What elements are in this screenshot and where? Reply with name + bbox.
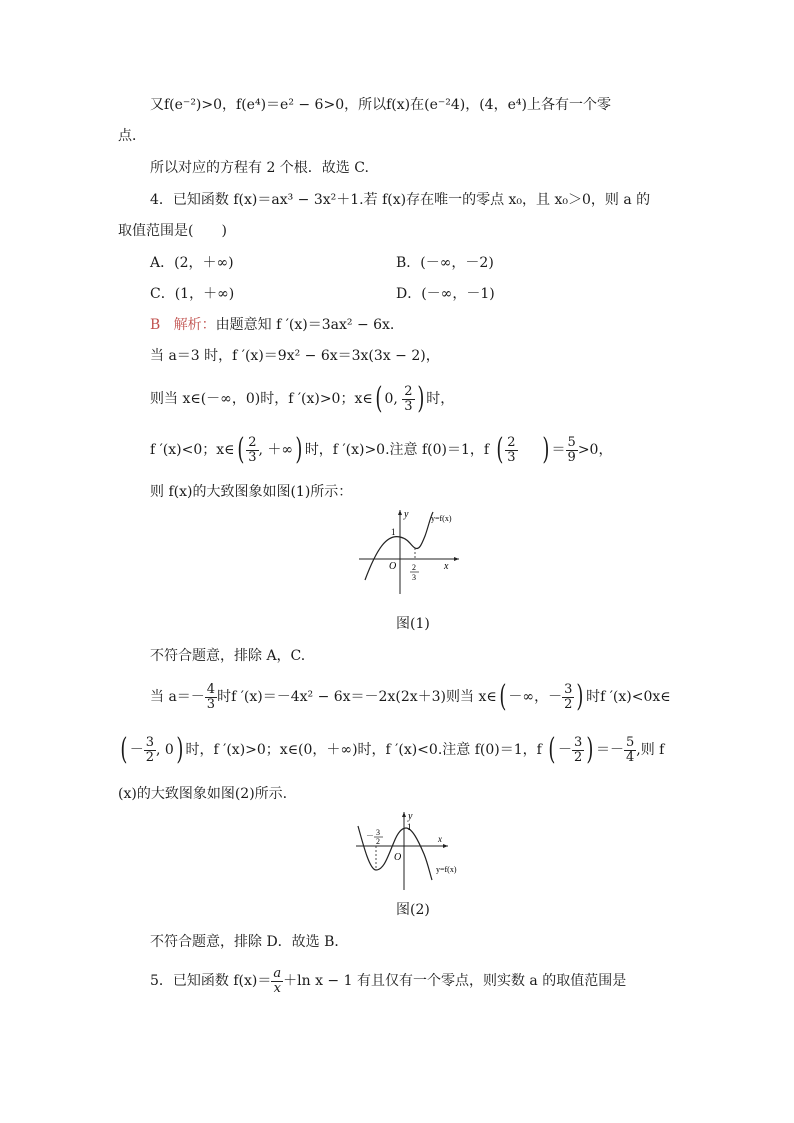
- solution-text: 0,: [384, 391, 398, 407]
- paragraph-line: 又f(e⁻²)>0，f(e⁴)＝e² − 6>0，所以f(x)在(e⁻²4)，(4，e⁴)上各有一个零: [150, 97, 611, 113]
- fraction: [572, 736, 584, 765]
- fraction: [402, 385, 414, 414]
- solution-text: 时，: [426, 391, 455, 407]
- right-paren: ): [586, 732, 594, 767]
- fraction-numerator: 2: [248, 434, 257, 450]
- solution-text: 时f ′(x)<0x∈: [586, 689, 671, 705]
- fraction-denominator: 2: [574, 749, 583, 765]
- figure-2-caption: 图(2): [396, 902, 430, 918]
- solution-text: , 0: [156, 742, 174, 758]
- fraction-numerator: 2: [507, 434, 516, 450]
- y-label: y: [408, 811, 413, 822]
- fraction-numerator: 2: [404, 383, 413, 399]
- solution-text: 时f ′(x)＝－4x² − 6x＝－2x(2x＋3)则当 x∈: [217, 689, 497, 705]
- solution-text: －: [558, 742, 572, 758]
- right-paren: ): [576, 679, 584, 714]
- left-paren: (: [236, 432, 244, 467]
- option-b: B．(－∞，－2): [396, 255, 494, 271]
- right-paren: ): [542, 432, 550, 467]
- function-label: y=f(x): [431, 514, 452, 523]
- solution-text: 当 a＝－: [150, 689, 205, 705]
- question-text: ＋ln x − 1 有且仅有一个零点，则实数 a 的取值范围是: [283, 973, 627, 989]
- answer-letter: B: [150, 317, 161, 333]
- fraction-numerator: 3: [564, 681, 573, 697]
- one-label: 1: [391, 527, 396, 537]
- solution-line: 不符合题意，排除 D．故选 B．: [150, 934, 349, 950]
- right-paren: ): [295, 432, 303, 467]
- solution-text: ＝－: [596, 742, 624, 758]
- tick-numerator: 2: [412, 563, 416, 572]
- question-4-stem-cont: 取值范围是( ): [118, 223, 227, 239]
- option-c: C．(1，＋∞): [150, 286, 235, 302]
- fraction-numerator: 4: [206, 681, 216, 697]
- fraction-denominator: x: [273, 980, 281, 996]
- right-paren: ): [416, 381, 424, 416]
- solution-text: －: [129, 742, 144, 758]
- x-label: x: [444, 561, 449, 572]
- fraction-numerator: 5: [626, 734, 635, 750]
- solution-text: 则当 x∈(－∞，0)时，f ′(x)>0；x∈: [150, 391, 373, 407]
- solution-text: －∞，－: [508, 689, 563, 705]
- analysis-label: 解析：: [173, 317, 216, 333]
- paragraph-line: 点．: [118, 128, 146, 144]
- question-text: 5．已知函数 f(x)＝: [150, 973, 272, 989]
- y-axis-arrow: [398, 510, 402, 515]
- solution-line: 不符合题意，排除 A，C.: [150, 648, 306, 664]
- curve: [365, 512, 433, 580]
- x-label: x: [438, 834, 442, 844]
- fraction-denominator: 2: [564, 696, 573, 712]
- figure-1-caption: 图(1): [396, 616, 430, 632]
- origin-label: O: [389, 561, 397, 572]
- solution-line: 当 a＝3 时，f ′(x)＝9x² − 6x＝3x(3x − 2)，: [150, 348, 440, 364]
- fraction: [624, 736, 636, 765]
- tick-minus: －: [366, 831, 374, 840]
- fraction: [271, 967, 283, 996]
- one-label: 1: [407, 822, 412, 832]
- fraction: [205, 683, 217, 712]
- tick-numerator: 3: [376, 828, 380, 837]
- solution-text: 时，f ′(x)>0.注意 f(0)＝1，f: [304, 442, 490, 458]
- fraction-numerator: 5: [567, 434, 576, 450]
- solution-line: [150, 433, 612, 467]
- solution-text: f ′(x)<0；x∈: [150, 442, 235, 458]
- solution-text: ＝: [551, 442, 566, 458]
- y-axis-arrow: [402, 812, 406, 817]
- question-5-stem: [150, 964, 626, 998]
- solution-line: [150, 382, 454, 416]
- solution-text: ,则 f: [636, 742, 665, 758]
- solution-line: [150, 680, 671, 714]
- figure-2-graph: [352, 808, 476, 892]
- right-paren: ): [176, 732, 184, 767]
- fraction-numerator: a: [273, 965, 282, 981]
- fraction: [505, 436, 517, 465]
- left-paren: (: [548, 732, 556, 767]
- tick-denominator: 2: [376, 837, 380, 846]
- solution-text: , ＋∞: [258, 442, 294, 458]
- left-paren: (: [495, 432, 503, 467]
- fraction-numerator: 3: [145, 734, 154, 750]
- origin-label: O: [394, 852, 402, 863]
- x-axis-arrow: [443, 844, 448, 848]
- fraction-numerator: 3: [574, 734, 583, 750]
- x-axis-arrow: [454, 557, 459, 561]
- fraction-denominator: 3: [507, 449, 516, 465]
- solution-text: >0，: [577, 442, 613, 458]
- fraction-denominator: 9: [567, 449, 576, 465]
- option-d: D．(－∞，－1): [396, 286, 495, 302]
- solution-line: [118, 733, 664, 767]
- fraction: [144, 736, 156, 765]
- fraction-denominator: 2: [145, 749, 154, 765]
- y-label: y: [404, 509, 409, 520]
- fraction: [562, 683, 574, 712]
- solution-text: 时，f ′(x)>0；x∈(0，＋∞)时，f ′(x)<0.注意 f(0)＝1，f: [185, 742, 542, 758]
- fraction: [566, 436, 578, 465]
- left-paren: (: [375, 381, 383, 416]
- fraction-denominator: 4: [626, 749, 635, 765]
- solution-line: (x)的大致图象如图(2)所示.: [118, 786, 288, 802]
- fraction-denominator: 3: [248, 449, 257, 465]
- figure-1-graph: [355, 506, 475, 596]
- left-paren: (: [499, 679, 507, 714]
- solution-text: 由题意知 f ′(x)＝3ax² − 6x.: [215, 317, 395, 333]
- question-4-stem: 4．已知函数 f(x)＝ax³ − 3x²＋1.若 f(x)存在唯一的零点 x₀，且 x₀＞0，则 a 的: [150, 192, 651, 208]
- solution-line: 则 f(x)的大致图象如图(1)所示：: [150, 484, 353, 500]
- option-a: A．(2，＋∞): [150, 255, 234, 271]
- fraction-denominator: 3: [206, 696, 216, 712]
- solution-line: [150, 315, 394, 335]
- fraction: [246, 436, 258, 465]
- tick-denominator: 3: [412, 573, 416, 582]
- function-label: y=f(x): [436, 865, 457, 874]
- left-paren: (: [120, 732, 128, 767]
- fraction-denominator: 3: [404, 398, 413, 414]
- paragraph-line: 所以对应的方程有 2 个根．故选 C.: [150, 160, 369, 176]
